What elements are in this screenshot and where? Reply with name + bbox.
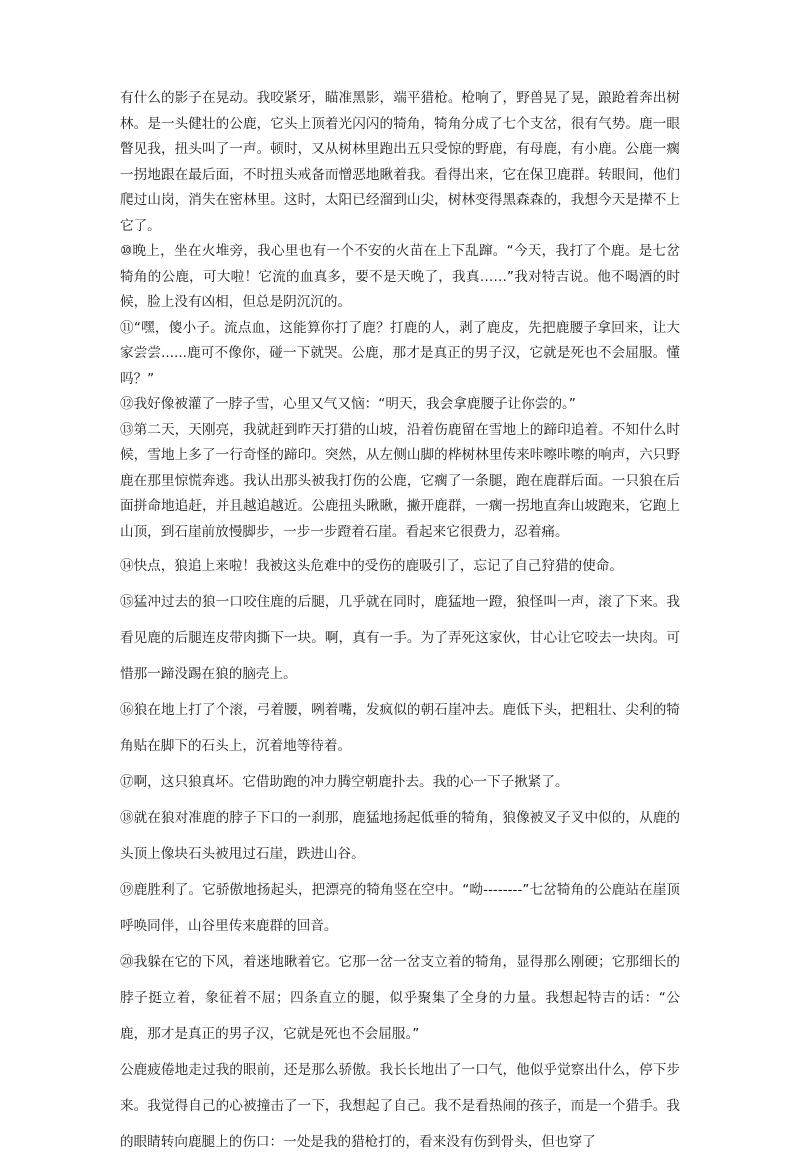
paragraph-15: ⑮猛冲过去的狼一口咬住鹿的后腿，几乎就在同时，鹿猛地一蹬，狼怪叫一声，滚了下来。我看见鹿的后腿连皮带肉撕下一块。啊，真有一手。为了弄死这家伙，甘心让它咬去一块肉。可惜那一蹄没踢在狼的脑壳上。 — [120, 594, 680, 682]
paragraph-14: ⑭快点，狼追上来啦！我被这头危难中的受伤的鹿吸引了，忘记了自己狩猎的使命。 — [120, 558, 623, 574]
paragraph-13: ⑬第二天，天刚亮，我就赶到昨天打猎的山坡，沿着伤鹿留在雪地上的蹄印追着。不知什么时候，雪地上多了一行奇怪的蹄印。突然，从左侧山脚的桦树林里传来咔嚓咔嚓的响声，六只野鹿在那里惊慌奔逃。我认出那头被我打伤的公鹿，它瘸了一条腿，跑在鹿群后面。一只狼在后面拼命地追赶，并且越追越近。公鹿扭头瞅瞅，撇开鹿群，一瘸一拐地直奔山坡跑来，它跑上山顶，到石崖前放慢脚步，一步一步蹬着石崖。看起来它很费力，忍着痛。 — [120, 421, 680, 540]
paragraph-16: ⑯狼在地上打了个滚，弓着腰，咧着嘴，发疯似的朝石崖冲去。鹿低下头，把粗壮、尖利的犄角贴在脚下的石头上，沉着地等待着。 — [120, 702, 680, 754]
paragraph-10: ⑩晚上，坐在火堆旁，我心里也有一个不安的火苗在上下乱蹿。“今天，我打了个鹿。是七岔犄角的公鹿，可大啦！它流的血真多，要不是天晚了，我真……”我对特吉说。他不喝酒的时候，脸上没有凶相，但总是阴沉沉的。 — [120, 243, 680, 310]
paragraph-final: 公鹿疲倦地走过我的眼前，还是那么骄傲。我长长地出了一口气，他似乎觉察出什么，停下步来。我觉得自己的心被撞击了一下，我想起了自己。我不是看热闹的孩子，而是一个猎手。我的眼睛转向鹿腿上的伤口：一处是我的猎枪打的，看来没有伤到骨头，但也穿了 — [120, 1062, 680, 1150]
document-body — [120, 86, 680, 1160]
paragraph-17: ⑰啊，这只狼真坏。它借助跑的冲力腾空朝鹿扑去。我的心一下子揪紧了。 — [120, 774, 569, 790]
paragraph-12: ⑫我好像被灌了一脖子雪，心里又气又恼：“明天，我会拿鹿腰子让你尝的。” — [120, 396, 576, 412]
paragraph-20: ⑳我躲在它的下风，着迷地瞅着它。它那一岔一岔支立着的犄角，显得那么刚硬；它那细长的脖子挺立着，象征着不屈；四条直立的腿，似乎聚集了全身的力量。我想起特吉的话：“公鹿，那才是真正的男子汉，它就是死也不会屈服。” — [120, 954, 680, 1042]
paragraph-19: ⑲鹿胜利了。它骄傲地扬起头，把漂亮的犄角竖在空中。“呦--------”七岔犄角的公鹿站在崖顶呼唤同伴，山谷里传来鹿群的回音。 — [120, 882, 680, 934]
paragraph-18: ⑱就在狼对准鹿的脖子下口的一刹那，鹿猛地扬起低垂的犄角，狼像被叉子叉中似的，从鹿的头顶上像块石头被甩过石崖，跌进山谷。 — [120, 810, 680, 862]
paragraph-11: ⑪“嘿，傻小子。流点血，这能算你打了鹿？打鹿的人，剥了鹿皮，先把鹿腰子拿回来，让大家尝尝......鹿可不像你，碰一下就哭。公鹿，那才是真正的男子汉，它就是死也不会屈服。懂吗？” — [120, 319, 680, 387]
paragraph-intro: 有什么的影子在晃动。我咬紧牙，瞄准黑影，端平猎枪。枪响了，野兽晃了晃，踉跄着奔出树林。是一头健壮的公鹿，它头上顶着光闪闪的犄角，犄角分成了七个支岔，很有气势。鹿一眼瞥见我，扭头叫了一声。顿时，又从树林里跑出五只受惊的野鹿，有母鹿，有小鹿。公鹿一瘸一拐地跟在最后面，不时扭头戒备而憎恶地瞅着我。看得出来，它在保卫鹿群。转眼间，他们爬过山岗，消失在密林里。这时，太阳已经溜到山尖，树林变得黑森森的，我想今天是撵不上它了。 — [120, 90, 680, 234]
